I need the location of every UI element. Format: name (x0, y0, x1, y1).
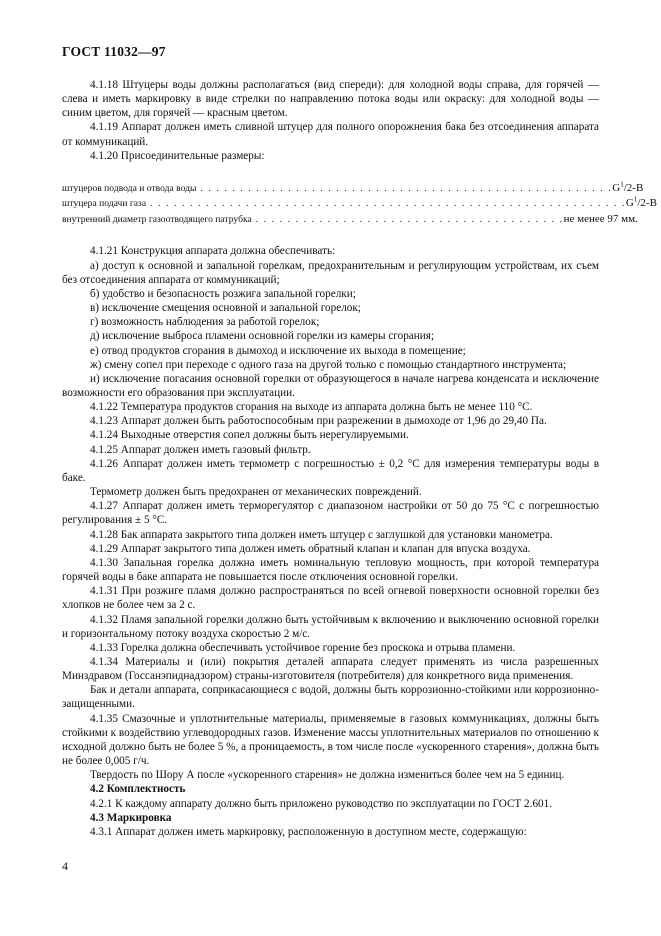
list-item: б) удобство и безопасность розжига запальной горелки; (90, 287, 356, 300)
list-item: в) исключение смещения основной и запальной горелок; (90, 302, 361, 315)
page-number: 4 (62, 859, 68, 873)
paragraph: 4.1.28 Бак аппарата закрытого типа должен иметь штуцер с заглушкой для установки манометра. (90, 528, 553, 541)
dimension-value: $G^1/2-В$ (625, 195, 657, 210)
paragraph: 4.1.29 Аппарат закрытого типа должен иметь обратный клапан и клапан для впуска воздуха. (90, 542, 531, 555)
paragraph-4-1-19: 4.1.19 Аппарат должен иметь сливной штуцер для полного опорожнения бака без отсоединения аппарата от коммуникаций. (62, 121, 599, 148)
connection-dimensions (62, 180, 657, 228)
document-header: ГОСТ 11032—97 (62, 44, 166, 59)
paragraph: 4.1.21 Конструкция аппарата должна обеспечивать: (90, 245, 336, 258)
section-heading-4-2: 4.2 Комплектность (90, 783, 186, 796)
dimension-value: не менее 97 мм. (563, 212, 638, 225)
paragraph: 4.1.25 Аппарат должен иметь газовый фильтр. (90, 443, 311, 456)
paragraph: 4.1.24 Выходные отверстия сопел должны быть нерегулируемыми. (90, 429, 409, 442)
paragraph: 4.1.22 Температура продуктов сгорания на выходе из аппарата должна быть не менее 110 °С. (90, 401, 533, 414)
document-body (62, 78, 657, 839)
paragraph: Бак и детали аппарата, соприкасающиеся с водой, должны быть коррозионно-стойкими или коррозионно-защищенными. (62, 684, 599, 711)
paragraph: Термометр должен быть предохранен от механических повреждений. (90, 486, 422, 499)
paragraph: Твердость по Шору А после «ускоренного старения» не должна измениться более чем на 5 единиц. (90, 769, 565, 782)
paragraph-4-3-1: 4.3.1 Аппарат должен иметь маркировку, расположенную в доступном месте, содержащую: (90, 825, 527, 838)
dimension-row (62, 180, 644, 197)
list-item: д) исключение выброса пламени основной горелки из камеры сгорания; (90, 330, 434, 343)
paragraph: 4.1.26 Аппарат должен иметь термометр с погрешностью ± 0,2 °С для измерения температуры воды в баке. (62, 457, 599, 484)
dimension-label: штуцера подачи газа (62, 198, 147, 210)
dimension-leader-dots: . . . . . . . . . . . . . . . . . . . . . . . . . . . . . . . . . . . . . . . . . . . . . . . . . . . . . . . . . . . . (146, 198, 626, 210)
section-heading-4-3: 4.3 Маркировка (90, 811, 172, 824)
paragraph: 4.1.30 Запальная горелка должна иметь номинальную тепловую мощность, при которой температура горячей воды в баке аппарата не повышается после отключения основной горелки. (62, 556, 599, 584)
list-item: и) исключение погасания основной горелки от образующегося в начале нагрева конденсата и исключение возможности его образования при эксплуатации. (62, 372, 599, 399)
list-item: г) возможность наблюдения за работой горелок; (90, 316, 320, 329)
paragraph: 4.1.35 Смазочные и уплотнительные материалы, применяемые в газовых коммуникациях, должны быть стойкими к воздействию углеводородных газов. Изменение массы уплотнительных материалов по отношению к исходной должно быть не более 5 %, а проницаемость, в том числе после «ускоренного старения», должна быть не более 0,005 г/ч. (62, 712, 599, 768)
list-item: а) доступ к основной и запальной горелкам, предохранительным и регулирующим устройствам, их съем без отсоединения аппарата от коммуникаций; (62, 259, 599, 286)
list-item: ж) смену сопел при переходе с одного газа на другой только с помощью стандартного инструмента; (90, 358, 567, 371)
paragraph: 4.1.33 Горелка должна обеспечивать устойчивое горение без проскока и отрыва пламени. (90, 641, 516, 654)
dimension-label: внутренний диаметр газоотводящего патрубка (62, 213, 252, 225)
dimension-leader-dots: . . . . . . . . . . . . . . . . . . . . . . . . . . . . . . . . . . . . . . . . . . . . . . . . . . . . (196, 182, 613, 194)
paragraph: 4.1.32 Пламя запальной горелки должно быть устойчивым к включению и выключению основной горелки и горизонтальному потоку воздуха скоростью 2 м/с. (62, 613, 599, 640)
paragraph-4-1-18: 4.1.18 Штуцеры воды должны располагаться (вид спереди): для холодной воды справа, для горячей — слева и иметь маркировку в виде стрелки по направлению потока воды или окраску: для холодной воды — синим цветом, для горячей — красным цветом. (62, 79, 599, 120)
dimension-row (62, 212, 638, 228)
paragraph: 4.1.27 Аппарат должен иметь терморегулятор с диапазоном настройки от 50 до 75 °С с погрешностью регулирования ± 5 °С. (62, 500, 599, 527)
dimension-value: $G^1/2-В$ (612, 180, 644, 194)
dimension-leader-dots: . . . . . . . . . . . . . . . . . . . . . . . . . . . . . . . . . . . . . . . (251, 213, 564, 225)
paragraph-4-2-1: 4.2.1 К каждому аппарату должно быть приложено руководство по эксплуатации по ГОСТ 2.601. (90, 797, 553, 810)
dimension-label: штуцеров подвода и отвода воды (62, 182, 197, 194)
paragraph-4-1-20: 4.1.20 Присоединительные размеры: (90, 149, 265, 162)
paragraph: 4.1.31 При розжиге пламя должно распространяться по всей огневой поверхности основной горелки без хлопков не более чем за 2 с. (62, 585, 599, 612)
list-item: е) отвод продуктов сгорания в дымоход и исключение их выхода в помещение; (90, 344, 466, 357)
paragraph: 4.1.34 Материалы и (или) покрытия деталей аппарата следует применять из числа разрешенных Минздравом (Госсанэпиднадзором) страны-изготовителя (потребителя) для конкретного вида применения. (62, 655, 599, 683)
dimension-row (62, 195, 657, 212)
paragraph: 4.1.23 Аппарат должен быть работоспособным при разрежении в дымоходе от 1,96 до 29,40 Па. (90, 415, 547, 428)
